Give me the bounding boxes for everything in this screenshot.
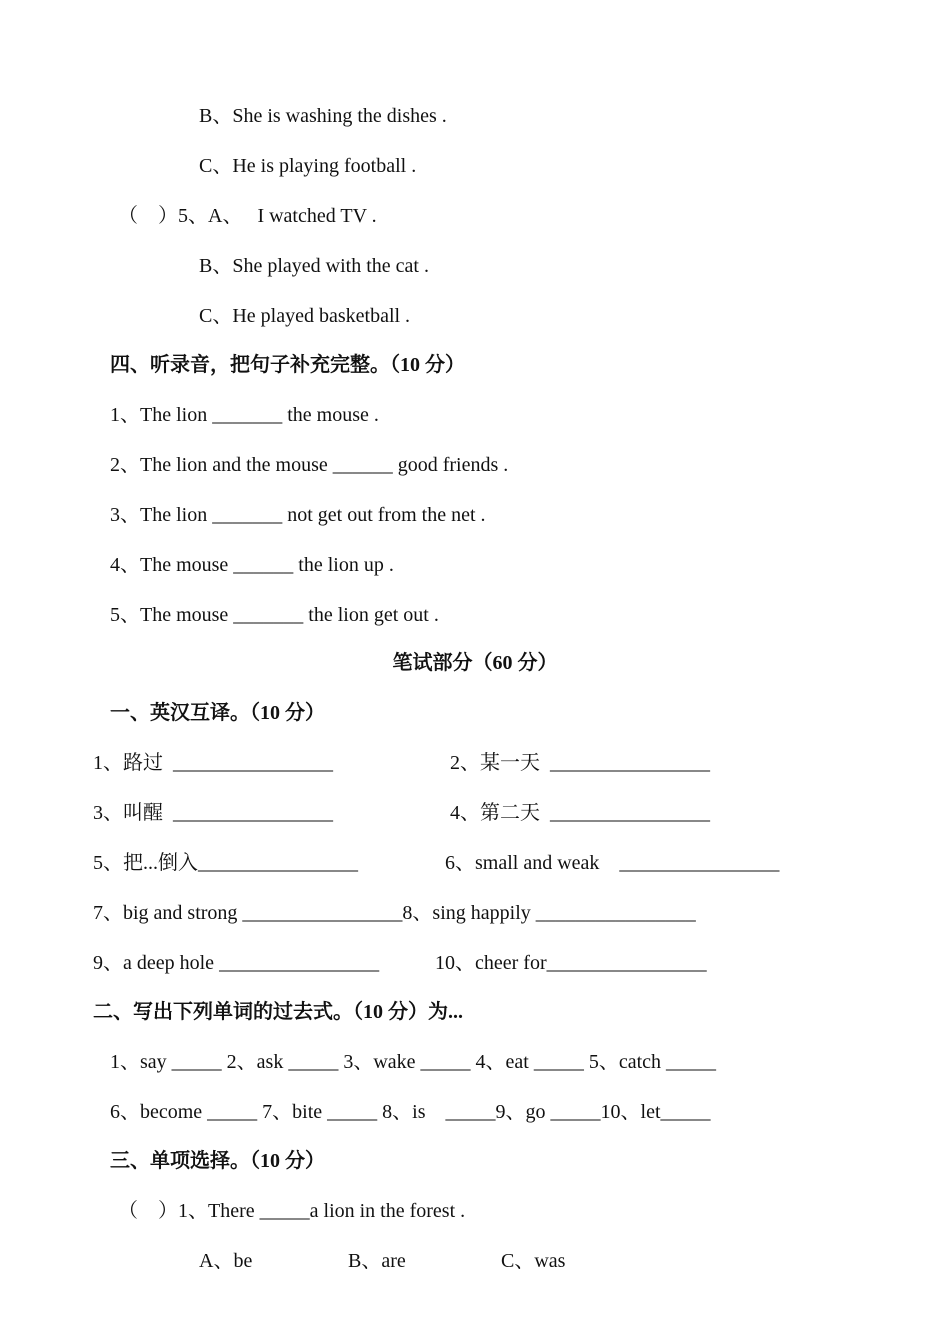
q4-option-b: B、She is washing the dishes . <box>199 105 447 127</box>
choice-question: （ ）1、There _____a lion in the forest . <box>118 1200 466 1222</box>
past-tense-row: 1、say _____ 2、ask _____ 3、wake _____ 4、eat _____ 5、catch _____ <box>110 1051 717 1073</box>
section4-title: 四、听录音，把句子补充完整。（10 分） <box>110 354 465 376</box>
translation-item: 1、路过 ________________ <box>93 752 333 774</box>
written-section3-title: 三、单项选择。（10 分） <box>110 1150 325 1172</box>
translation-item: 10、cheer for________________ <box>435 952 707 974</box>
q5-option-c: C、He played basketball . <box>199 305 411 327</box>
section4-item: 1、The lion _______ the mouse . <box>110 404 379 426</box>
written-section1-title: 一、英汉互译。（10 分） <box>110 702 325 724</box>
written-part-title: 笔试部分（60 分） <box>392 652 558 674</box>
q5-option-b: B、She played with the cat . <box>199 255 429 277</box>
translation-item: 4、第二天 ________________ <box>450 802 710 824</box>
section4-item: 4、The mouse ______ the lion up . <box>110 554 394 576</box>
section4-item: 5、The mouse _______ the lion get out . <box>110 604 439 626</box>
q5-question: （ ）5、A、 I watched TV . <box>118 205 377 227</box>
section4-item: 3、The lion _______ not get out from the net . <box>110 504 486 526</box>
past-tense-row: 6、become _____ 7、bite _____ 8、is _____9、go _____10、let_____ <box>110 1101 711 1123</box>
choice-option-a: A、be <box>199 1250 253 1272</box>
choice-option-c: C、was <box>501 1250 566 1272</box>
translation-item: 3、叫醒 ________________ <box>93 802 333 824</box>
translation-item: 5、把...倒入________________ <box>93 852 358 874</box>
translation-item: 9、a deep hole ________________ <box>93 952 380 974</box>
translation-item: 7、big and strong ________________8、sing happily ________________ <box>93 902 696 924</box>
choice-option-b: B、are <box>348 1250 406 1272</box>
section4-item: 2、The lion and the mouse ______ good friends . <box>110 454 509 476</box>
q4-option-c: C、He is playing football . <box>199 155 417 177</box>
written-section2-title: 二、写出下列单词的过去式。（10 分）为... <box>93 1001 463 1023</box>
translation-item: 6、small and weak ________________ <box>445 852 780 874</box>
translation-item: 2、某一天 ________________ <box>450 752 710 774</box>
